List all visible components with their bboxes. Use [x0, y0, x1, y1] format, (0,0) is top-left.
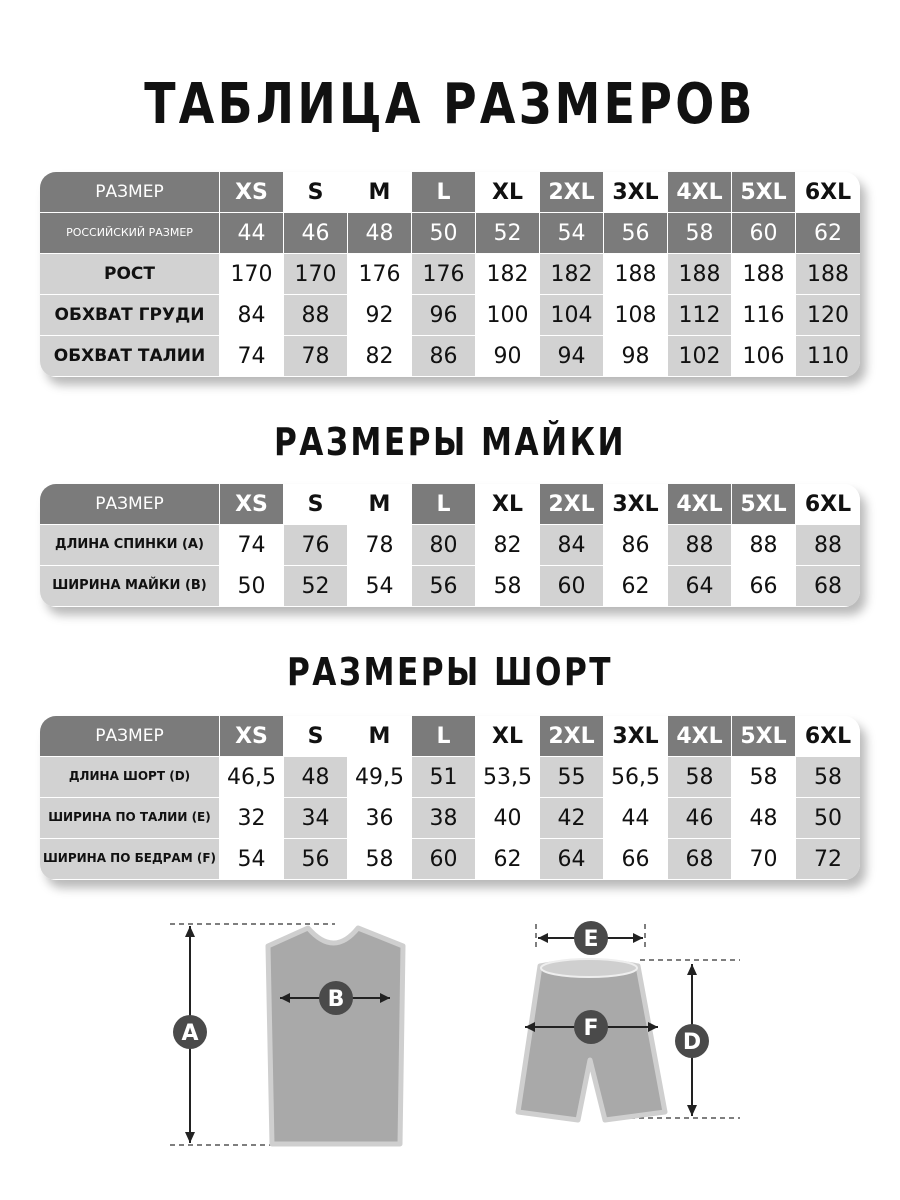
- table-cell: 80: [412, 525, 476, 566]
- marker-f: [574, 1010, 608, 1044]
- table-cell: 92: [348, 295, 412, 336]
- russian-size-cell: 58: [668, 213, 732, 254]
- table-cell: 70: [732, 839, 796, 880]
- table-cell: 116: [732, 295, 796, 336]
- table-cell: 53,5: [476, 757, 540, 798]
- size-table-tank: [40, 484, 860, 607]
- table-cell: 58: [668, 757, 732, 798]
- table-cell: 66: [732, 566, 796, 607]
- size-header-cell: XL: [476, 716, 540, 757]
- russian-size-cell: 62: [796, 213, 860, 254]
- marker-d: [675, 1024, 709, 1058]
- table-cell: 64: [668, 566, 732, 607]
- size-header-cell: 2XL: [540, 484, 604, 525]
- table-row: [40, 839, 860, 880]
- measurement-diagram: [0, 900, 900, 1200]
- table-cell: 64: [540, 839, 604, 880]
- size-header-cell: 2XL: [540, 716, 604, 757]
- table-cell: 56: [412, 566, 476, 607]
- size-header-cell: 4XL: [668, 484, 732, 525]
- russian-size-cell: 60: [732, 213, 796, 254]
- size-header-row: [40, 716, 860, 757]
- row-label: ОБХВАТ ТАЛИИ: [40, 336, 220, 377]
- size-header-cell: M: [348, 172, 412, 213]
- table-cell: 34: [284, 798, 348, 839]
- table-cell: 82: [348, 336, 412, 377]
- table-cell: 58: [732, 757, 796, 798]
- russian-size-cell: 44: [220, 213, 284, 254]
- table-cell: 110: [796, 336, 860, 377]
- table-cell: 96: [412, 295, 476, 336]
- table-cell: 52: [284, 566, 348, 607]
- russian-size-label: РОССИЙСКИЙ РАЗМЕР: [40, 213, 220, 254]
- table-row: [40, 525, 860, 566]
- size-header-row: [40, 172, 860, 213]
- size-header-cell: 4XL: [668, 172, 732, 213]
- table-cell: 50: [220, 566, 284, 607]
- table-cell: 102: [668, 336, 732, 377]
- table-cell: 40: [476, 798, 540, 839]
- russian-size-cell: 54: [540, 213, 604, 254]
- size-header-cell: XL: [476, 172, 540, 213]
- table-cell: 72: [796, 839, 860, 880]
- marker-b-label: B: [327, 987, 345, 1012]
- size-header-cell: XS: [220, 716, 284, 757]
- size-header-cell: M: [348, 484, 412, 525]
- row-label: ДЛИНА ШОРТ (D): [40, 757, 220, 798]
- table-cell: 182: [540, 254, 604, 295]
- size-header-cell: M: [348, 716, 412, 757]
- table-cell: 84: [220, 295, 284, 336]
- table-cell: 50: [796, 798, 860, 839]
- size-table-shorts: [40, 716, 860, 880]
- table-cell: 170: [220, 254, 284, 295]
- table-cell: 182: [476, 254, 540, 295]
- table-cell: 60: [412, 839, 476, 880]
- table-cell: 78: [284, 336, 348, 377]
- table-cell: 84: [540, 525, 604, 566]
- table-cell: 54: [348, 566, 412, 607]
- size-header-row: [40, 484, 860, 525]
- size-header-cell: XS: [220, 484, 284, 525]
- table-cell: 58: [348, 839, 412, 880]
- size-header-cell: L: [412, 716, 476, 757]
- table-cell: 62: [604, 566, 668, 607]
- russian-size-cell: 52: [476, 213, 540, 254]
- size-header-label: РАЗМЕР: [40, 716, 220, 757]
- table-row: [40, 798, 860, 839]
- marker-f-label: F: [583, 1016, 599, 1041]
- table-cell: 56,5: [604, 757, 668, 798]
- table-row: [40, 254, 860, 295]
- size-header-cell: S: [284, 484, 348, 525]
- size-header-cell: 5XL: [732, 484, 796, 525]
- marker-a: [173, 1015, 207, 1049]
- table-cell: 98: [604, 336, 668, 377]
- marker-e: [574, 921, 608, 955]
- table-cell: 90: [476, 336, 540, 377]
- table-cell: 62: [476, 839, 540, 880]
- shorts-section-title: РАЗМЕРЫ ШОРТ: [287, 650, 613, 694]
- table-cell: 74: [220, 336, 284, 377]
- russian-size-cell: 50: [412, 213, 476, 254]
- shorts-icon: [518, 924, 740, 1120]
- size-header-cell: L: [412, 484, 476, 525]
- table-cell: 120: [796, 295, 860, 336]
- page-title: ТАБЛИЦА РАЗМЕРОВ: [144, 72, 756, 137]
- russian-size-row: [40, 213, 860, 254]
- table-cell: 51: [412, 757, 476, 798]
- table-cell: 60: [540, 566, 604, 607]
- table-cell: 66: [604, 839, 668, 880]
- table-cell: 104: [540, 295, 604, 336]
- russian-size-cell: 48: [348, 213, 412, 254]
- table-cell: 74: [220, 525, 284, 566]
- size-header-cell: 6XL: [796, 172, 860, 213]
- size-header-cell: 3XL: [604, 716, 668, 757]
- table-cell: 38: [412, 798, 476, 839]
- tank-section-title: РАЗМЕРЫ МАЙКИ: [273, 420, 627, 464]
- table-cell: 94: [540, 336, 604, 377]
- table-cell: 82: [476, 525, 540, 566]
- table-cell: 76: [284, 525, 348, 566]
- table-cell: 54: [220, 839, 284, 880]
- table-cell: 78: [348, 525, 412, 566]
- size-header-cell: XL: [476, 484, 540, 525]
- table-cell: 88: [284, 295, 348, 336]
- row-label: РОСТ: [40, 254, 220, 295]
- table-cell: 106: [732, 336, 796, 377]
- table-cell: 108: [604, 295, 668, 336]
- table-cell: 188: [732, 254, 796, 295]
- table-cell: 68: [796, 566, 860, 607]
- russian-size-cell: 56: [604, 213, 668, 254]
- table-cell: 176: [412, 254, 476, 295]
- table-cell: 88: [732, 525, 796, 566]
- marker-d-label: D: [682, 1030, 702, 1055]
- row-label: ШИРИНА ПО ТАЛИИ (E): [40, 798, 220, 839]
- table-cell: 176: [348, 254, 412, 295]
- table-cell: 49,5: [348, 757, 412, 798]
- table-cell: 86: [604, 525, 668, 566]
- table-cell: 32: [220, 798, 284, 839]
- table-cell: 188: [604, 254, 668, 295]
- size-header-cell: S: [284, 716, 348, 757]
- row-label: ДЛИНА СПИНКИ (А): [40, 525, 220, 566]
- table-cell: 100: [476, 295, 540, 336]
- size-header-cell: 6XL: [796, 484, 860, 525]
- table-cell: 56: [284, 839, 348, 880]
- marker-b: [319, 981, 353, 1015]
- row-label: ШИРИНА ПО БЕДРАМ (F): [40, 839, 220, 880]
- table-cell: 188: [668, 254, 732, 295]
- table-cell: 88: [668, 525, 732, 566]
- table-row: [40, 295, 860, 336]
- marker-a-label: A: [181, 1021, 199, 1046]
- size-header-cell: 5XL: [732, 172, 796, 213]
- size-header-cell: 5XL: [732, 716, 796, 757]
- size-header-cell: 3XL: [604, 172, 668, 213]
- table-cell: 44: [604, 798, 668, 839]
- table-cell: 48: [284, 757, 348, 798]
- size-header-cell: 3XL: [604, 484, 668, 525]
- size-header-label: РАЗМЕР: [40, 484, 220, 525]
- size-header-cell: L: [412, 172, 476, 213]
- table-cell: 46: [668, 798, 732, 839]
- russian-size-cell: 46: [284, 213, 348, 254]
- table-cell: 58: [796, 757, 860, 798]
- row-label: ШИРИНА МАЙКИ (В): [40, 566, 220, 607]
- size-header-label: РАЗМЕР: [40, 172, 220, 213]
- table-cell: 68: [668, 839, 732, 880]
- table-cell: 55: [540, 757, 604, 798]
- table-cell: 58: [476, 566, 540, 607]
- table-row: [40, 336, 860, 377]
- table-row: [40, 757, 860, 798]
- marker-e-label: E: [583, 927, 599, 952]
- table-cell: 88: [796, 525, 860, 566]
- table-cell: 46,5: [220, 757, 284, 798]
- size-header-cell: XS: [220, 172, 284, 213]
- size-header-cell: 6XL: [796, 716, 860, 757]
- table-cell: 36: [348, 798, 412, 839]
- size-header-cell: 4XL: [668, 716, 732, 757]
- row-label: ОБХВАТ ГРУДИ: [40, 295, 220, 336]
- size-header-cell: S: [284, 172, 348, 213]
- size-table-main: [40, 172, 860, 377]
- table-row: [40, 566, 860, 607]
- table-cell: 42: [540, 798, 604, 839]
- table-cell: 188: [796, 254, 860, 295]
- size-header-cell: 2XL: [540, 172, 604, 213]
- table-cell: 170: [284, 254, 348, 295]
- table-cell: 48: [732, 798, 796, 839]
- table-cell: 112: [668, 295, 732, 336]
- table-cell: 86: [412, 336, 476, 377]
